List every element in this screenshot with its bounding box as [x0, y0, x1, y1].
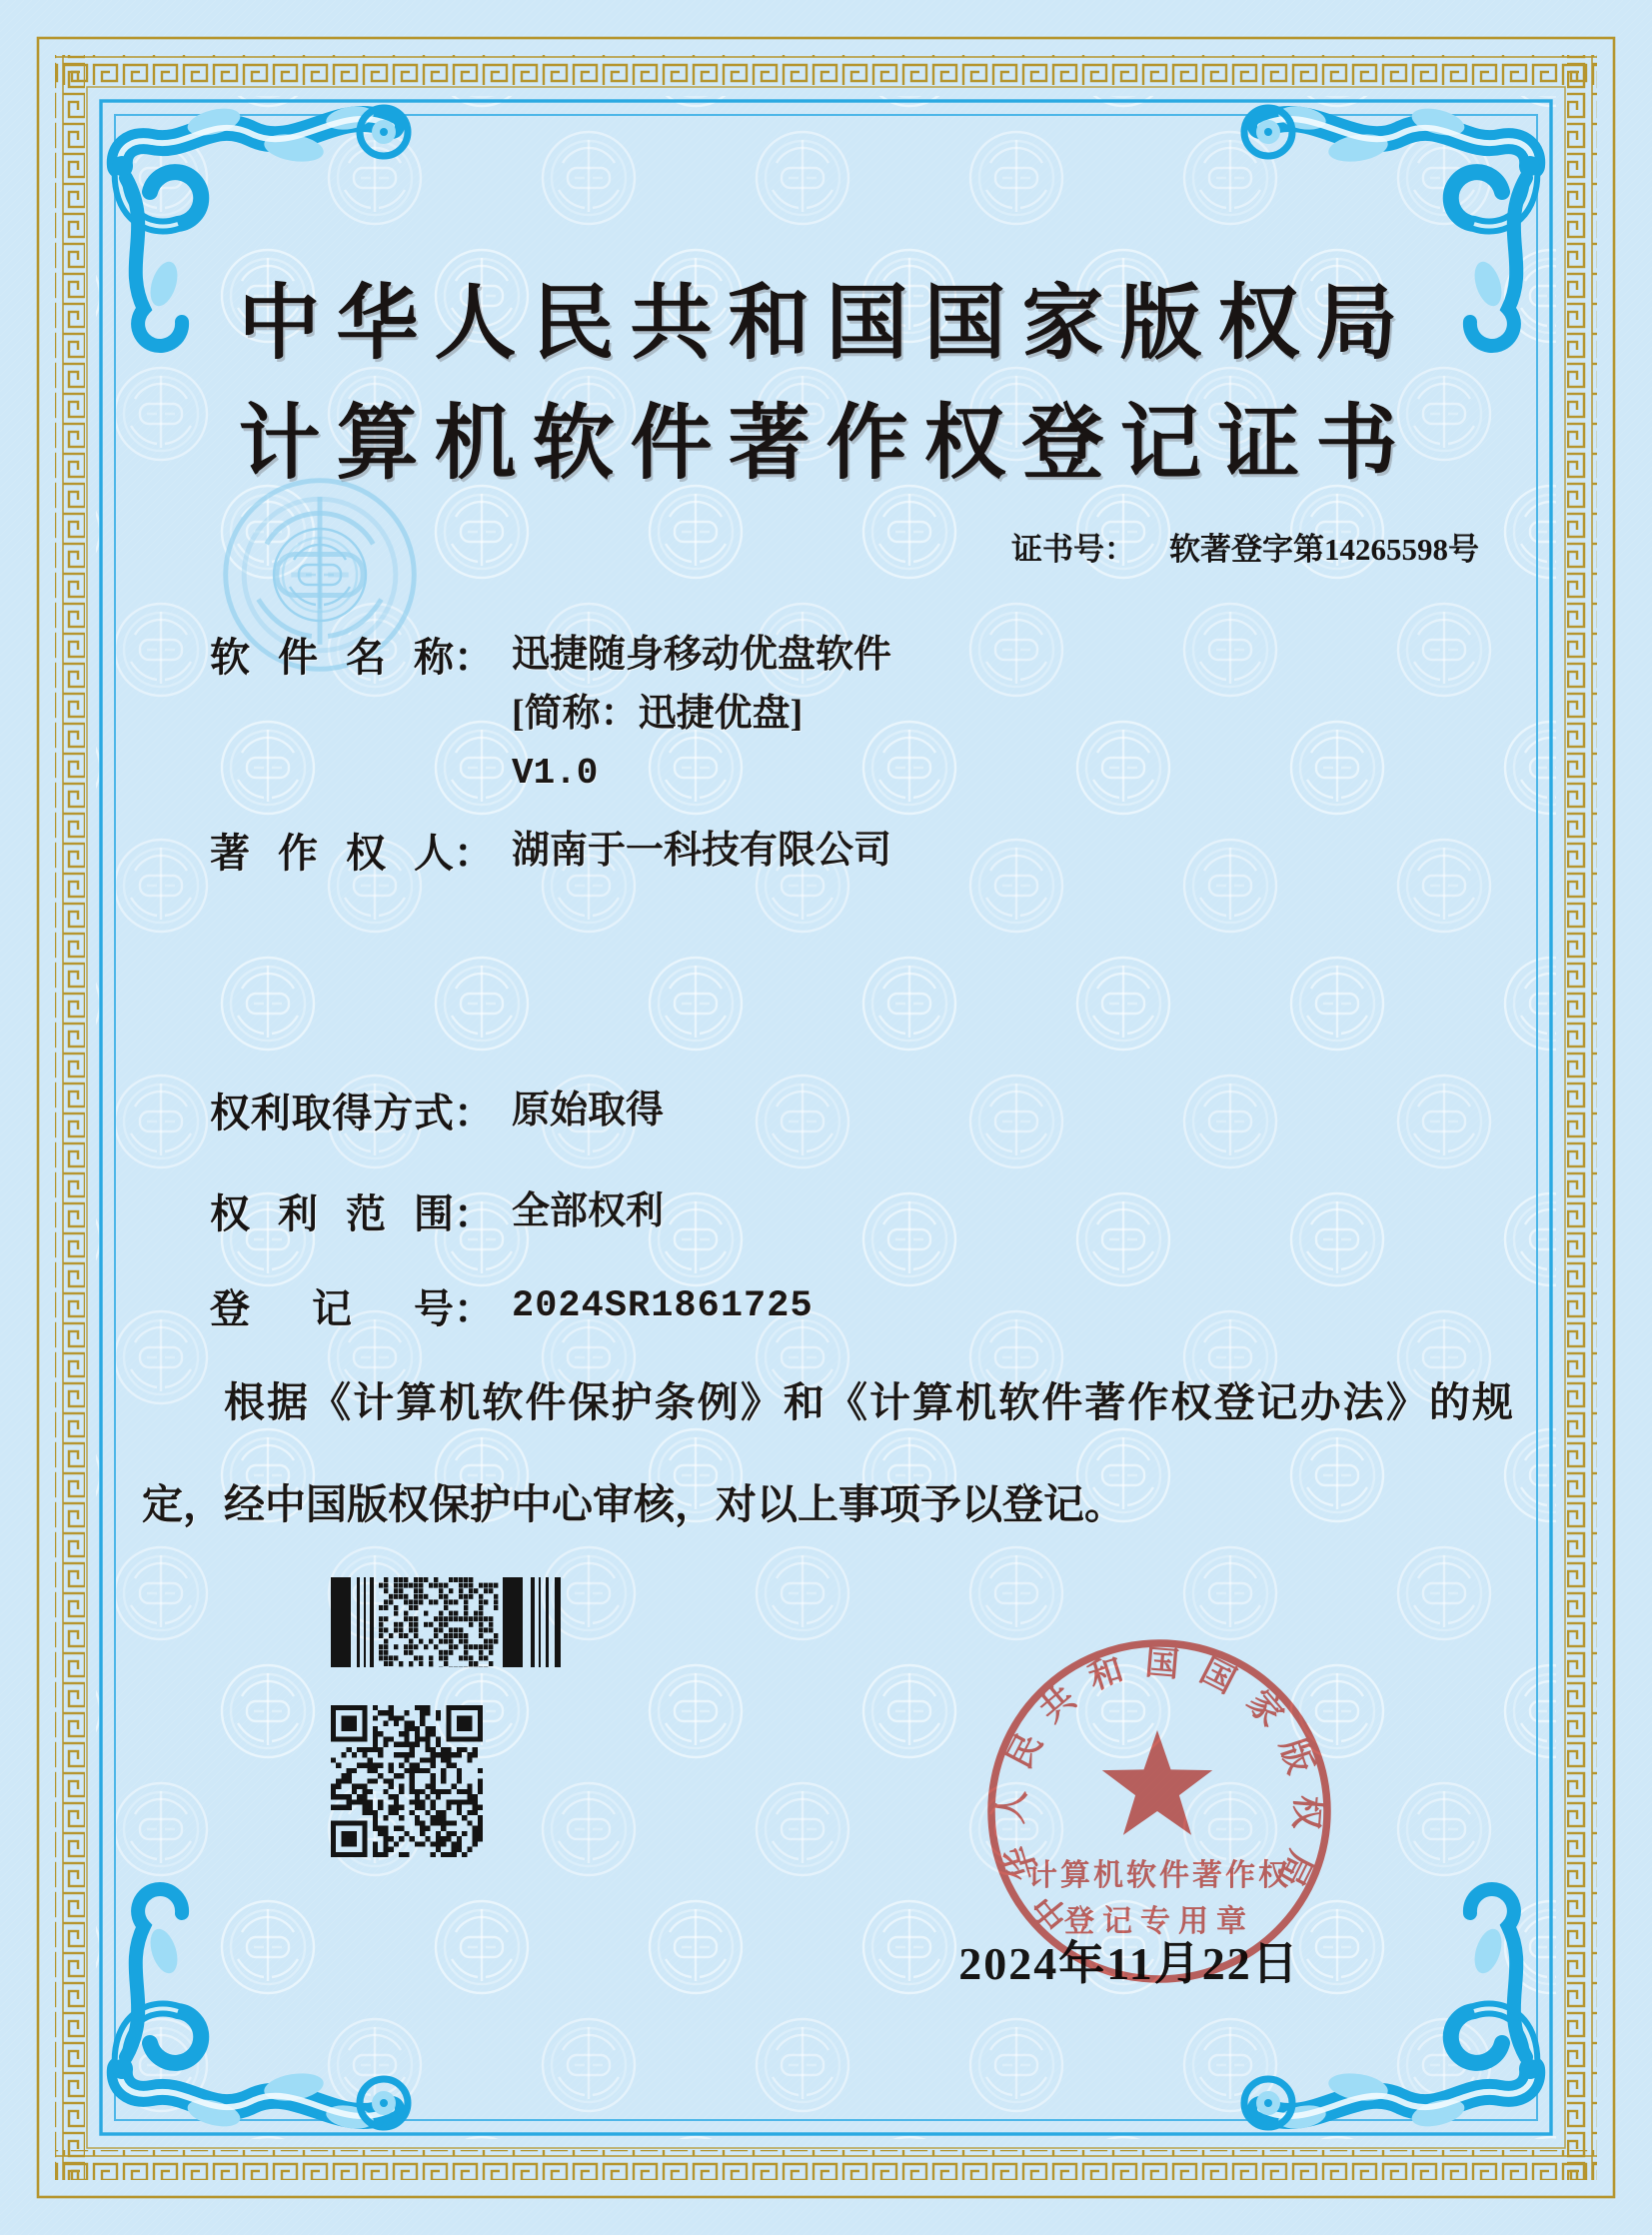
- official-seal: [971, 1623, 1347, 1999]
- right-acquisition-label: 权利取得方式: [210, 1091, 454, 1135]
- label-colon: ：: [454, 1091, 494, 1135]
- software-name-value: [512, 626, 891, 803]
- field-registration-number: [210, 1277, 814, 1336]
- label-colon: ：: [454, 635, 494, 680]
- right-scope-label: 权利范围: [210, 1191, 454, 1236]
- field-copyright-owner: [210, 822, 891, 881]
- right-acquisition-value: 原始取得: [512, 1090, 665, 1131]
- registration-number-value: 2024SR1861725: [512, 1285, 814, 1327]
- registration-statement: 根据《计算机软件保护条例》和《计算机软件著作权登记办法》的规定，经中国版权保护中心审核，对以上事项予以登记。: [142, 1379, 1513, 1527]
- label-colon: ：: [454, 1286, 494, 1331]
- certificate-number-value: 软著登字第14265598号: [1169, 532, 1479, 567]
- seal-line2: 登记专用章: [1064, 1905, 1254, 1938]
- star-icon: [1102, 1730, 1212, 1835]
- software-name-line2: [简称：迅捷优盘]: [512, 693, 804, 735]
- label-colon: ：: [454, 831, 494, 876]
- field-right-acquisition: [210, 1082, 664, 1140]
- copyright-owner-value: 湖南于一科技有限公司: [512, 830, 892, 872]
- right-scope-value: 全部权利: [512, 1190, 665, 1232]
- title-line1: 中华人民共和国国家版权局: [238, 278, 1414, 369]
- barcode-2d-image: [331, 1577, 573, 1667]
- field-software-name: [210, 626, 891, 803]
- seal-line1: 计算机软件著作权: [1027, 1859, 1291, 1892]
- title-line2: 计算机软件著作权登记证书: [238, 398, 1414, 489]
- label-colon: ：: [454, 1191, 494, 1236]
- issue-date: 2024年11月22日: [958, 1938, 1300, 1989]
- registration-number-label: 登记号: [210, 1286, 454, 1331]
- certificate-number-row: [1011, 524, 1479, 569]
- field-right-scope: [210, 1182, 664, 1241]
- software-name-label: 软件名称: [210, 635, 454, 680]
- certificate-number-label: 证书号：: [1011, 532, 1135, 567]
- seal-arc-text: 中华人民共和国国家版权局: [992, 1644, 1326, 1936]
- copyright-owner-label: 著作权人: [210, 831, 454, 876]
- qr-code-image: [331, 1705, 483, 1857]
- software-version: V1.0: [512, 753, 599, 794]
- software-name-line1: 迅捷随身移动优盘软件: [512, 634, 892, 676]
